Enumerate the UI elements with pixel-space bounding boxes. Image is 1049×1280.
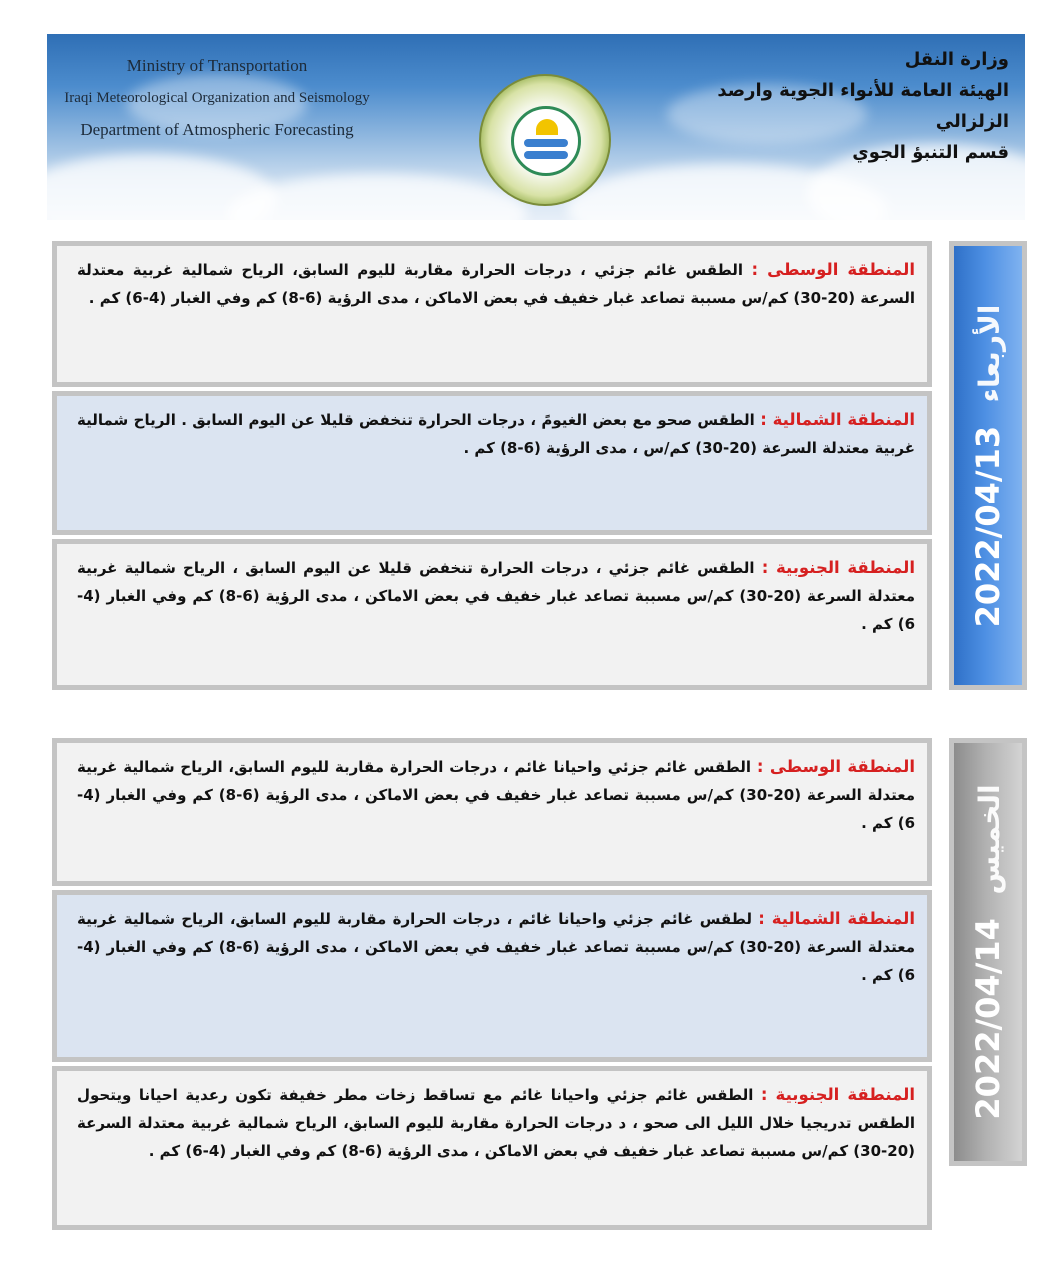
- organization-name-ar: الهيئة العامة للأنواء الجوية وارصد الزلزالي: [717, 80, 1009, 132]
- day-name: الخميس: [973, 784, 1006, 895]
- region-central-day2: [52, 738, 932, 886]
- region-north-day2: [52, 890, 932, 1062]
- forecast-date: 2022/04/13: [969, 425, 1007, 627]
- region-south-day1: [52, 539, 932, 690]
- english-header: [47, 50, 387, 146]
- forecast-date: 2022/04/14: [969, 918, 1007, 1120]
- region-label: المنطقة الشمالية :: [758, 909, 915, 928]
- region-north-day1: [52, 391, 932, 535]
- department-name-en: Department of Atmospheric Forecasting: [80, 120, 354, 139]
- region-central-day1: [52, 241, 932, 387]
- arabic-header: [679, 44, 1009, 168]
- region-forecast-text: لطقس غائم جزئي واحيانا غائم ، درجات الحرارة مقاربة لليوم السابق، الرياح شمالية غربية معتدلة السرعة (20-30) كم/س مسببة تصاعد غبار خفيف في بعض الاماكن ، مدى الرؤية (6-8) كم وفي الغبار (4-6) كم .: [77, 910, 915, 984]
- region-label: المنطقة الجنوبية :: [760, 1085, 915, 1104]
- day-label-bar-2: [949, 738, 1027, 1166]
- ministry-name-en: Ministry of Transportation: [126, 56, 308, 75]
- region-label: المنطقة الوسطى :: [756, 757, 915, 776]
- department-name-ar: قسم التنبؤ الجوي: [852, 142, 1009, 163]
- region-forecast-text: الطقس غائم جزئي واحيانا غائم ، درجات الحرارة مقاربة لليوم السابق، الرياح شمالية غربية معتدلة السرعة (20-30) كم/س مسببة تصاعد غبار خفيف في بعض الاماكن ، مدى الرؤية (6-8) كم وفي الغبار (4-6) كم .: [77, 758, 915, 832]
- region-label: المنطقة الوسطى :: [751, 260, 915, 279]
- day-name: الأربعاء: [973, 304, 1006, 402]
- header-banner: [47, 34, 1025, 220]
- organization-logo: [479, 74, 611, 206]
- forecast-day-1: [52, 241, 1027, 690]
- region-south-day2: [52, 1066, 932, 1230]
- region-forecast-text: الطقس صحو مع بعض الغيومً ، درجات الحرارة تنخفض قليلا عن اليوم السابق . الرياح شمالية غربية معتدلة السرعة (20-30) كم/س ، مدى الرؤية (6-8) كم .: [77, 411, 915, 457]
- region-forecast-text: الطقس غائم جزئي ، درجات الحرارة مقاربة لليوم السابق، الرياح شمالية غربية معتدلة السرعة (20-30) كم/س مسببة تصاعد غبار خفيف في بعض الاماكن ، مدى الرؤية (6-8) كم وفي الغبار (4-6) كم .: [77, 261, 915, 307]
- forecast-day-2: [52, 738, 1027, 1230]
- region-label: المنطقة الشمالية :: [760, 410, 915, 429]
- region-label: المنطقة الجنوبية :: [761, 558, 915, 577]
- organization-name-en: Iraqi Meteorological Organization and Seismology: [64, 90, 370, 106]
- region-forecast-text: الطقس غائم جزئي ، درجات الحرارة تنخفض قليلا عن اليوم السابق ، الرياح شمالية غربية معتدلة السرعة (20-30) كم/س مسببة تصاعد غبار خفيف في بعض الاماكن ، مدى الرؤية (6-8) كم وفي الغبار (4-6) كم .: [77, 559, 915, 633]
- region-forecast-text: الطقس غائم جزئي واحيانا غائم مع تساقط زخات مطر خفيفة تكون رعدية احيانا ويتحول الطقس تدريجيا خلال الليل الى صحو ، د درجات الحرارة مقاربة لليوم السابق، الرياح شمالية غربية معتدلة السرعة (20-30) كم/س مسببة تصاعد غبار خفيف في بعض الاماكن ، مدى الرؤية (6-8) كم وفي الغبار (4-6) كم .: [77, 1086, 915, 1160]
- day-label-bar-1: [949, 241, 1027, 690]
- ministry-name-ar: وزارة النقل: [904, 49, 1009, 70]
